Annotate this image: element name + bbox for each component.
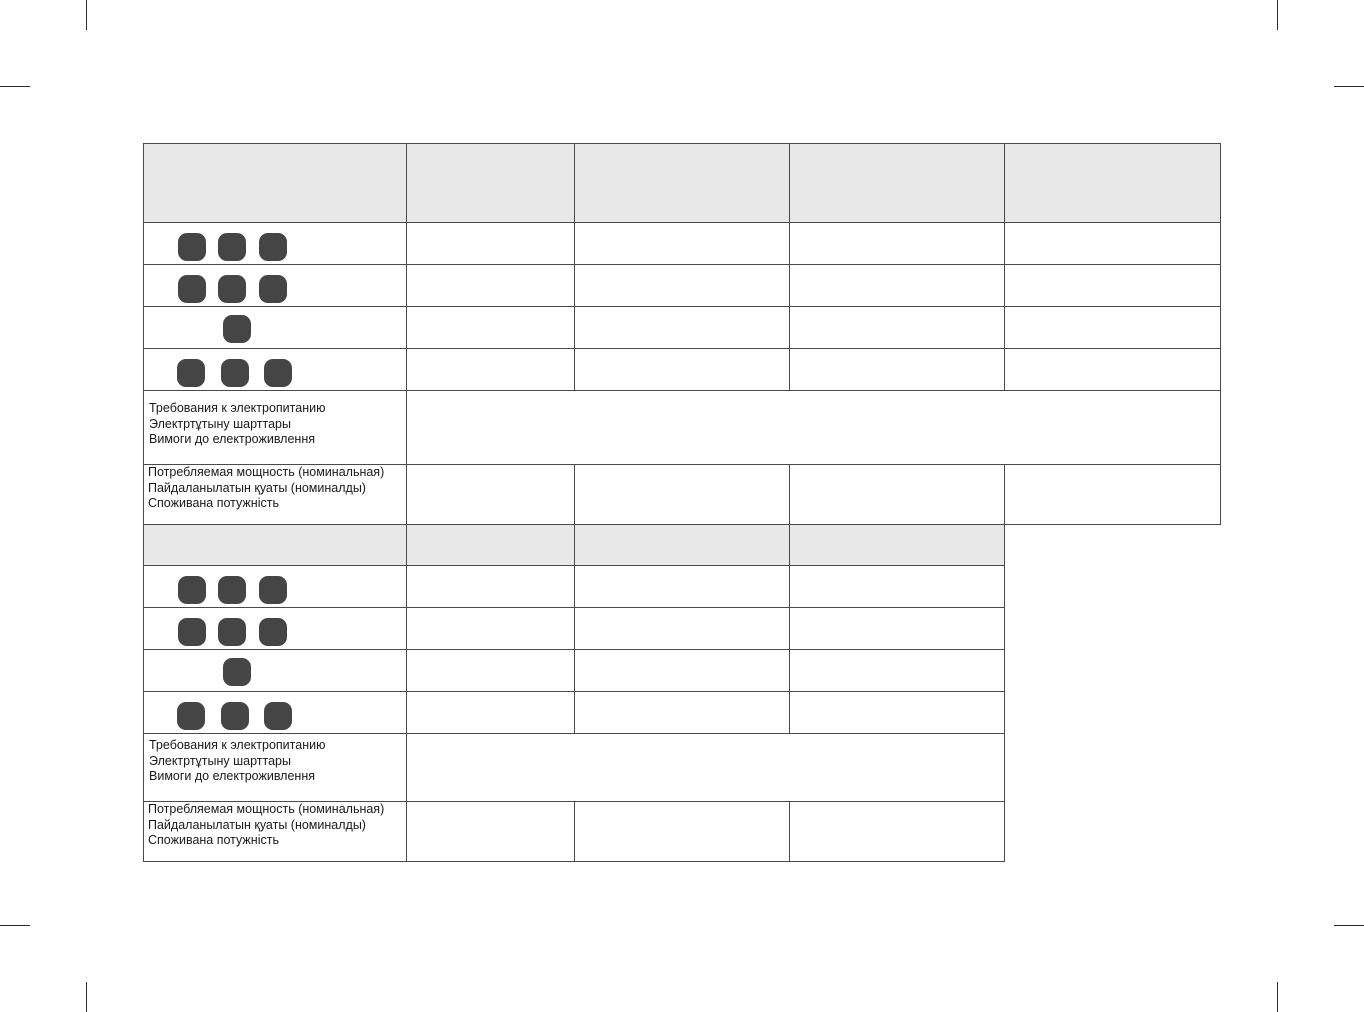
model-code-icon bbox=[259, 618, 287, 646]
table-cell bbox=[789, 691, 1005, 734]
model-code-icon bbox=[177, 702, 205, 730]
header-cell bbox=[143, 524, 407, 566]
label-uk: Споживана потужність bbox=[148, 833, 279, 847]
model-code-icon bbox=[178, 576, 206, 604]
crop-mark bbox=[1334, 925, 1364, 926]
model-code-icon bbox=[259, 233, 287, 261]
table-cell bbox=[789, 565, 1005, 608]
table-cell bbox=[789, 464, 1005, 525]
table-cell bbox=[406, 348, 575, 391]
label-uk: Вимоги до електроживлення bbox=[149, 769, 315, 783]
table-cell bbox=[574, 222, 790, 265]
model-code-icon bbox=[218, 618, 246, 646]
header-cell bbox=[406, 524, 575, 566]
table-cell bbox=[789, 801, 1005, 862]
table-cell bbox=[1004, 306, 1221, 349]
table-cell bbox=[574, 264, 790, 307]
crop-mark bbox=[86, 982, 87, 1012]
table-cell bbox=[406, 801, 575, 862]
table-cell bbox=[406, 222, 575, 265]
table-row-label bbox=[143, 649, 407, 692]
table-row-label bbox=[143, 222, 407, 265]
table-row-label bbox=[143, 691, 407, 734]
power-requirements-value bbox=[406, 733, 1005, 802]
model-code-icon bbox=[218, 233, 246, 261]
table-cell bbox=[406, 306, 575, 349]
table-row-label bbox=[143, 565, 407, 608]
header-cell bbox=[143, 143, 407, 223]
model-code-icon bbox=[221, 702, 249, 730]
crop-mark bbox=[0, 86, 30, 87]
table-cell bbox=[789, 222, 1005, 265]
table-cell bbox=[789, 607, 1005, 650]
table-cell bbox=[574, 464, 790, 525]
power-consumption-label bbox=[143, 464, 407, 525]
table-cell bbox=[1004, 464, 1221, 525]
table-cell bbox=[574, 306, 790, 349]
crop-mark bbox=[1334, 86, 1364, 87]
table-cell bbox=[574, 348, 790, 391]
header-cell bbox=[406, 143, 575, 223]
model-code-icon bbox=[178, 233, 206, 261]
header-cell bbox=[1004, 143, 1221, 223]
table-cell bbox=[406, 464, 575, 525]
table-cell bbox=[789, 649, 1005, 692]
model-code-icon bbox=[264, 702, 292, 730]
table-cell bbox=[1004, 264, 1221, 307]
label-ru: Требования к электропитанию bbox=[149, 401, 326, 415]
table-cell bbox=[406, 607, 575, 650]
table-cell bbox=[406, 691, 575, 734]
crop-mark bbox=[0, 925, 30, 926]
model-code-icon bbox=[218, 576, 246, 604]
power-requirements-label bbox=[143, 733, 407, 802]
table-cell bbox=[574, 607, 790, 650]
model-code-icon bbox=[218, 275, 246, 303]
table-row-label bbox=[143, 264, 407, 307]
header-cell bbox=[574, 143, 790, 223]
power-requirements-label bbox=[143, 390, 407, 465]
model-code-icon bbox=[178, 275, 206, 303]
model-code-icon bbox=[177, 359, 205, 387]
label-kk: Электртұтыну шарттары bbox=[149, 753, 291, 768]
model-code-icon bbox=[264, 359, 292, 387]
table-row-label bbox=[143, 348, 407, 391]
model-code-icon bbox=[223, 315, 251, 343]
table-cell bbox=[406, 264, 575, 307]
table-cell bbox=[789, 264, 1005, 307]
power-consumption-label bbox=[143, 801, 407, 862]
table-cell bbox=[574, 565, 790, 608]
model-code-icon bbox=[221, 359, 249, 387]
table-row-label bbox=[143, 306, 407, 349]
table-row-label bbox=[143, 607, 407, 650]
header-cell bbox=[789, 524, 1005, 566]
label-ru: Потребляемая мощность (номинальная) bbox=[148, 802, 385, 816]
label-uk: Вимоги до електроживлення bbox=[149, 432, 315, 446]
label-kk: Пайдаланылатын қуаты (номиналды) bbox=[148, 817, 366, 832]
label-ru: Требования к электропитанию bbox=[149, 738, 326, 752]
crop-mark bbox=[1277, 0, 1278, 30]
crop-mark bbox=[1277, 982, 1278, 1012]
table-cell bbox=[789, 348, 1005, 391]
label-kk: Электртұтыну шарттары bbox=[149, 416, 291, 431]
table-cell bbox=[574, 691, 790, 734]
table-cell bbox=[1004, 348, 1221, 391]
model-code-icon bbox=[223, 658, 251, 686]
model-code-icon bbox=[178, 618, 206, 646]
table-cell bbox=[406, 649, 575, 692]
table-cell bbox=[574, 649, 790, 692]
label-uk: Споживана потужність bbox=[148, 496, 279, 510]
table-cell bbox=[406, 565, 575, 608]
label-kk: Пайдаланылатын қуаты (номиналды) bbox=[148, 480, 366, 495]
power-requirements-value bbox=[406, 390, 1221, 465]
model-code-icon bbox=[259, 275, 287, 303]
model-code-icon bbox=[259, 576, 287, 604]
header-cell bbox=[789, 143, 1005, 223]
table-cell bbox=[574, 801, 790, 862]
label-ru: Потребляемая мощность (номинальная) bbox=[148, 465, 385, 479]
crop-mark bbox=[86, 0, 87, 30]
table-cell bbox=[789, 306, 1005, 349]
table-cell bbox=[1004, 222, 1221, 265]
header-cell bbox=[574, 524, 790, 566]
